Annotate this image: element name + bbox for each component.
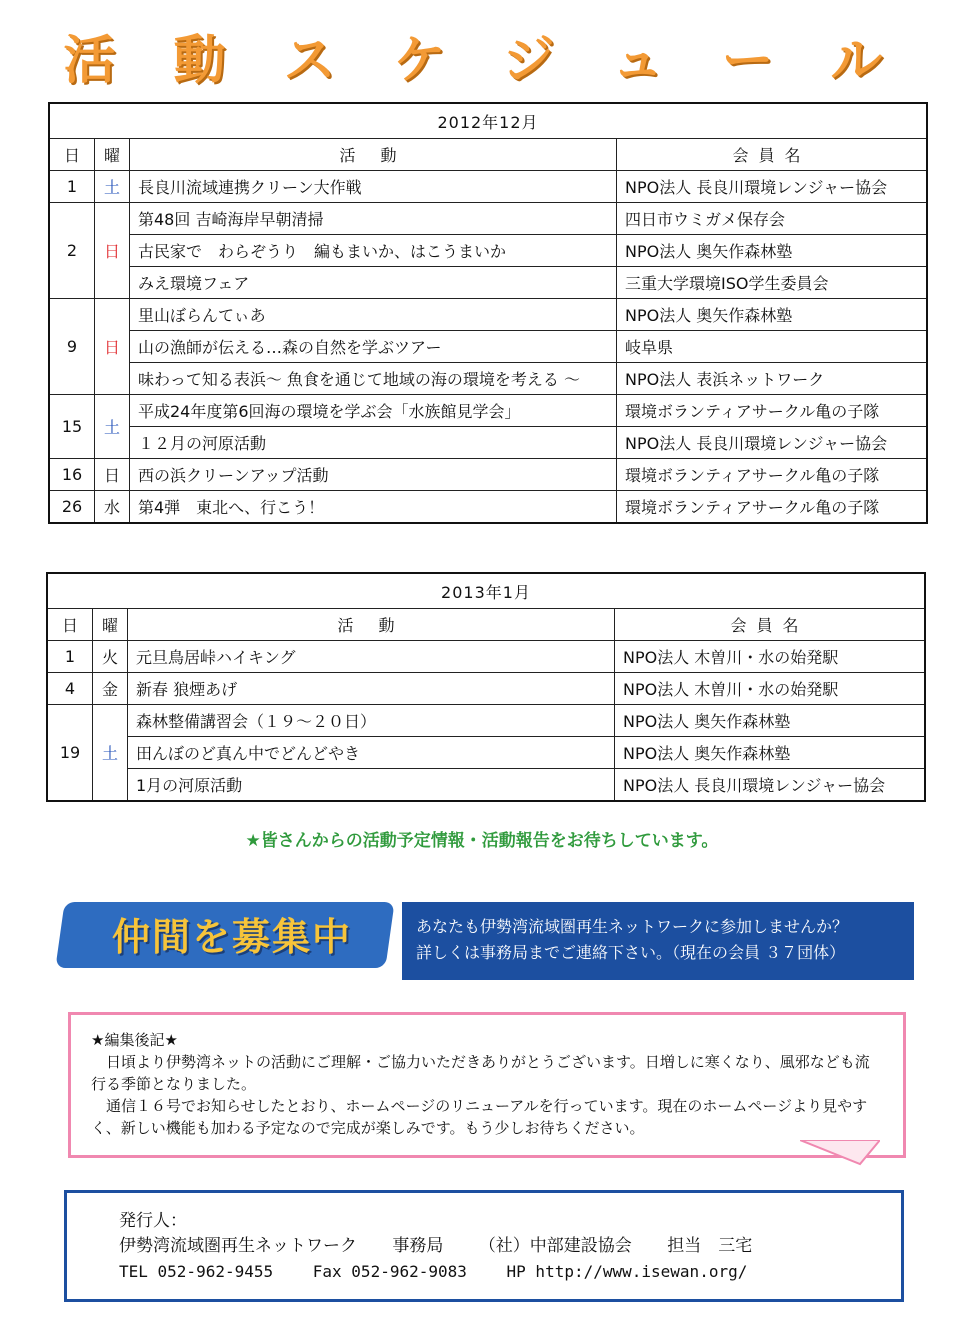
- table-month: 2013年1月: [47, 573, 925, 609]
- activity-cell: 古民家で わらぞうり 編もまいか、はこうまいか: [130, 235, 617, 267]
- table-row: [49, 171, 927, 203]
- member-cell: 四日市ウミガメ保存会: [617, 203, 928, 235]
- header-member: 会員名: [615, 609, 926, 641]
- activity-cell: 味わって知る表浜～ 魚食を通じて地域の海の環境を考える ～: [130, 363, 617, 395]
- member-cell: NPO法人 奥矢作森林塾: [617, 299, 928, 331]
- day-cell: 2: [49, 203, 95, 299]
- day-cell: 1: [47, 641, 93, 673]
- weekday-cell: 水: [95, 491, 130, 524]
- member-cell: NPO法人 奥矢作森林塾: [617, 235, 928, 267]
- afterword-heading: ★編集後記★: [91, 1031, 178, 1049]
- table-row: [49, 235, 927, 267]
- afterword-paragraph-2: 通信１６号でお知らせしたとおり、ホームページのリニューアルを行っています。現在のホームページより見やすく、新しい機能も加わる予定なので完成が楽しみです。もう少しお待ちください。: [91, 1097, 868, 1137]
- activity-cell: 西の浜クリーンアップ活動: [130, 459, 617, 491]
- member-cell: NPO法人 長良川環境レンジャー協会: [615, 769, 926, 802]
- schedule-table-december: [48, 102, 928, 524]
- recruit-banner-text: 仲間を募集中: [111, 915, 352, 959]
- header-day: 日: [47, 609, 93, 641]
- activity-cell: 里山ぼらんてぃあ: [130, 299, 617, 331]
- contact-line: [119, 1259, 901, 1284]
- activity-cell: 田んぼのど真ん中でどんどやき: [128, 737, 615, 769]
- invite-box: [402, 902, 914, 980]
- table-row: [47, 737, 925, 769]
- publisher-line: [119, 1234, 901, 1259]
- activity-cell: 元旦鳥居峠ハイキング: [128, 641, 615, 673]
- day-cell: 26: [49, 491, 95, 524]
- fax-number: Fax 052-962-9083: [312, 1262, 467, 1281]
- activity-cell: 新春 狼煙あげ: [128, 673, 615, 705]
- page-title: 活動スケジュール: [63, 31, 941, 91]
- tel-number: TEL 052-962-9455: [119, 1262, 274, 1281]
- day-cell: 4: [47, 673, 93, 705]
- table-month: 2012年12月: [49, 103, 927, 139]
- header-weekday: 曜: [93, 609, 128, 641]
- member-cell: NPO法人 木曽川・水の始発駅: [615, 673, 926, 705]
- page-curl-decoration: [800, 1140, 880, 1166]
- table-row: [49, 459, 927, 491]
- schedule-table-january: [46, 572, 926, 802]
- activity-cell: 1月の河原活動: [128, 769, 615, 802]
- table-row: [49, 299, 927, 331]
- member-cell: 環境ボランティアサークル亀の子隊: [617, 459, 928, 491]
- member-cell: 環境ボランティアサークル亀の子隊: [617, 491, 928, 524]
- member-cell: NPO法人 木曽川・水の始発駅: [615, 641, 926, 673]
- weekday-cell: 土: [93, 705, 128, 802]
- activity-cell: 森林整備講習会（１９～２０日）: [128, 705, 615, 737]
- table-row: [47, 641, 925, 673]
- weekday-cell: 日: [95, 203, 130, 299]
- member-cell: NPO法人 表浜ネットワーク: [617, 363, 928, 395]
- table-row: [47, 769, 925, 802]
- header-activity: 活 動: [128, 609, 615, 641]
- day-cell: 1: [49, 171, 95, 203]
- activity-cell: 第48回 吉崎海岸早朝清掃: [130, 203, 617, 235]
- activity-cell: 山の漁師が伝える…森の自然を学ぶツアー: [130, 331, 617, 363]
- table-row: [49, 203, 927, 235]
- member-cell: 岐阜県: [617, 331, 928, 363]
- afterword-paragraph-1: 日頃より伊勢湾ネットの活動にご理解・ご協力いただきありがとうございます。日増しに寒くなり、風邪なども流行る季節となりました。: [91, 1053, 870, 1093]
- weekday-cell: 日: [95, 299, 130, 395]
- member-cell: NPO法人 奥矢作森林塾: [615, 737, 926, 769]
- header-day: 日: [49, 139, 95, 171]
- activity-cell: 長良川流域連携クリーン大作戦: [130, 171, 617, 203]
- table-row: [49, 491, 927, 524]
- day-cell: 19: [47, 705, 93, 802]
- publisher-box: [64, 1190, 904, 1302]
- header-member: 会員名: [617, 139, 928, 171]
- weekday-cell: 日: [95, 459, 130, 491]
- table-row: [49, 427, 927, 459]
- weekday-cell: 火: [93, 641, 128, 673]
- table-row: [49, 331, 927, 363]
- weekday-cell: 金: [93, 673, 128, 705]
- day-cell: 16: [49, 459, 95, 491]
- weekday-cell: 土: [95, 395, 130, 459]
- day-cell: 9: [49, 299, 95, 395]
- publisher-org: 伊勢湾流域圏再生ネットワーク: [119, 1236, 357, 1256]
- header-activity: 活 動: [130, 139, 617, 171]
- table-row: [49, 267, 927, 299]
- activity-cell: 平成24年度第6回海の環境を学ぶ会「水族館見学会」: [130, 395, 617, 427]
- day-cell: 15: [49, 395, 95, 459]
- weekday-cell: 土: [95, 171, 130, 203]
- activity-cell: 第4弾 東北へ、行こう！: [130, 491, 617, 524]
- member-cell: 三重大学環境ISO学生委員会: [617, 267, 928, 299]
- invite-line-1: あなたも伊勢湾流域圏再生ネットワークに参加しませんか？: [416, 917, 849, 936]
- member-cell: NPO法人 長良川環境レンジャー協会: [617, 171, 928, 203]
- member-cell: 環境ボランティアサークル亀の子隊: [617, 395, 928, 427]
- table-row: [49, 363, 927, 395]
- table-row: [47, 673, 925, 705]
- notice-text: ★皆さんからの活動予定情報・活動報告をお待ちしています。: [245, 831, 719, 851]
- afterword-box: [68, 1012, 906, 1158]
- homepage-link[interactable]: HP http://www.isewan.org/: [506, 1262, 748, 1281]
- activity-cell: みえ環境フェア: [130, 267, 617, 299]
- publisher-office: 事務局: [392, 1236, 444, 1256]
- activity-cell: １２月の河原活動: [130, 427, 617, 459]
- publisher-assoc: （社）中部建設協会: [478, 1236, 632, 1256]
- header-weekday: 曜: [95, 139, 130, 171]
- member-cell: NPO法人 長良川環境レンジャー協会: [617, 427, 928, 459]
- table-row: [49, 395, 927, 427]
- publisher-label: 発行人：: [119, 1211, 187, 1231]
- member-cell: NPO法人 奥矢作森林塾: [615, 705, 926, 737]
- table-row: [47, 705, 925, 737]
- invite-line-2: 詳しくは事務局までご連絡下さい。（現在の会員 ３７団体）: [416, 943, 846, 962]
- publisher-staff: 担当 三宅: [667, 1236, 753, 1256]
